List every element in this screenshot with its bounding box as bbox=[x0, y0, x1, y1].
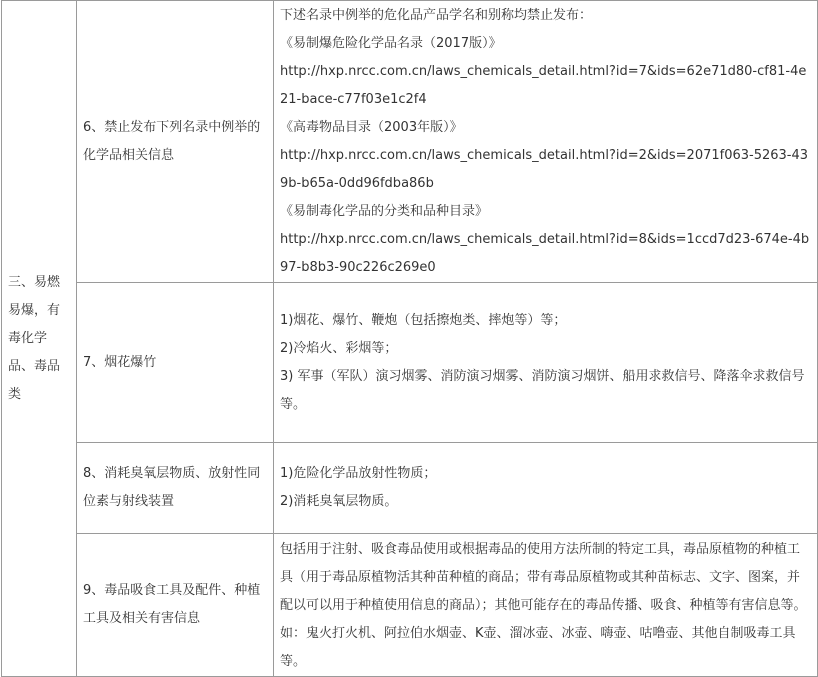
catalog-url: http://hxp.nrcc.com.cn/laws_chemicals_detail.html?id=8&ids=1ccd7d23-674e-4b97-b8b3-90c226c269e0 bbox=[280, 231, 810, 275]
table-row bbox=[2, 283, 818, 443]
description-cell bbox=[274, 443, 818, 534]
item-cell: 6、禁止发布下列名录中例举的化学品相关信息 bbox=[77, 1, 274, 283]
description-line: 2)冷焰火、彩烟等； bbox=[280, 340, 398, 356]
item-cell: 8、消耗臭氧层物质、放射性同位素与射线装置 bbox=[77, 443, 274, 534]
category-cell: 三、易燃易爆，有毒化学品、毒品类 bbox=[2, 1, 77, 677]
description-line: 1)烟花、爆竹、鞭炮（包括擦炮类、摔炮等）等； bbox=[280, 312, 567, 328]
description-line: 1)危险化学品放射性物质； bbox=[280, 466, 437, 481]
item-cell: 9、毒品吸食工具及配件、种植工具及相关有害信息 bbox=[77, 534, 274, 677]
description-cell bbox=[274, 283, 818, 443]
catalog-url: http://hxp.nrcc.com.cn/laws_chemicals_detail.html?id=7&ids=62e71d80-cf81-4e21-bace-c77f03e1c2f4 bbox=[280, 63, 807, 107]
description-line: 2)消耗臭氧层物质。 bbox=[280, 494, 398, 509]
description-line: 3) 军事（军队）演习烟雾、消防演习烟雾、消防演习烟饼、船用求救信号、降落伞求救信号等。 bbox=[280, 368, 805, 412]
description-cell bbox=[274, 1, 818, 283]
table-row bbox=[2, 1, 818, 283]
table-row bbox=[2, 534, 818, 677]
catalog-url: http://hxp.nrcc.com.cn/laws_chemicals_detail.html?id=2&ids=2071f063-5263-439b-b65a-0dd96fdba86b bbox=[280, 147, 809, 191]
catalog-title: 《高毒物品目录（2003年版）》 bbox=[280, 119, 463, 135]
catalog-title: 《易制爆危险化学品名录（2017版）》 bbox=[280, 35, 502, 51]
item-cell: 7、烟花爆竹 bbox=[77, 283, 274, 443]
table-row bbox=[2, 443, 818, 534]
catalog-title: 《易制毒化学品的分类和品种目录》 bbox=[280, 203, 489, 219]
description-line: 包括用于注射、吸食毒品使用或根据毒品的使用方法所制的特定工具，毒品原植物的种植工具（用于毒品原植物活其种苗种植的商品；带有毒品原植物或其种苗标志、文字、图案，并配以可以用于种植使用信息的商品）；其他可能存在的毒品传播、吸食、种植等有害信息等。如：鬼火打火机、阿拉伯水烟壶、K壶、溜冰壶、冰壶、嗨壶、咕噜壶、其他自制吸毒工具等。 bbox=[280, 542, 807, 669]
policy-table bbox=[1, 0, 818, 677]
description-line: 下述名录中例举的危化品产品学名和别称均禁止发布： bbox=[280, 7, 593, 23]
description-cell bbox=[274, 534, 818, 677]
